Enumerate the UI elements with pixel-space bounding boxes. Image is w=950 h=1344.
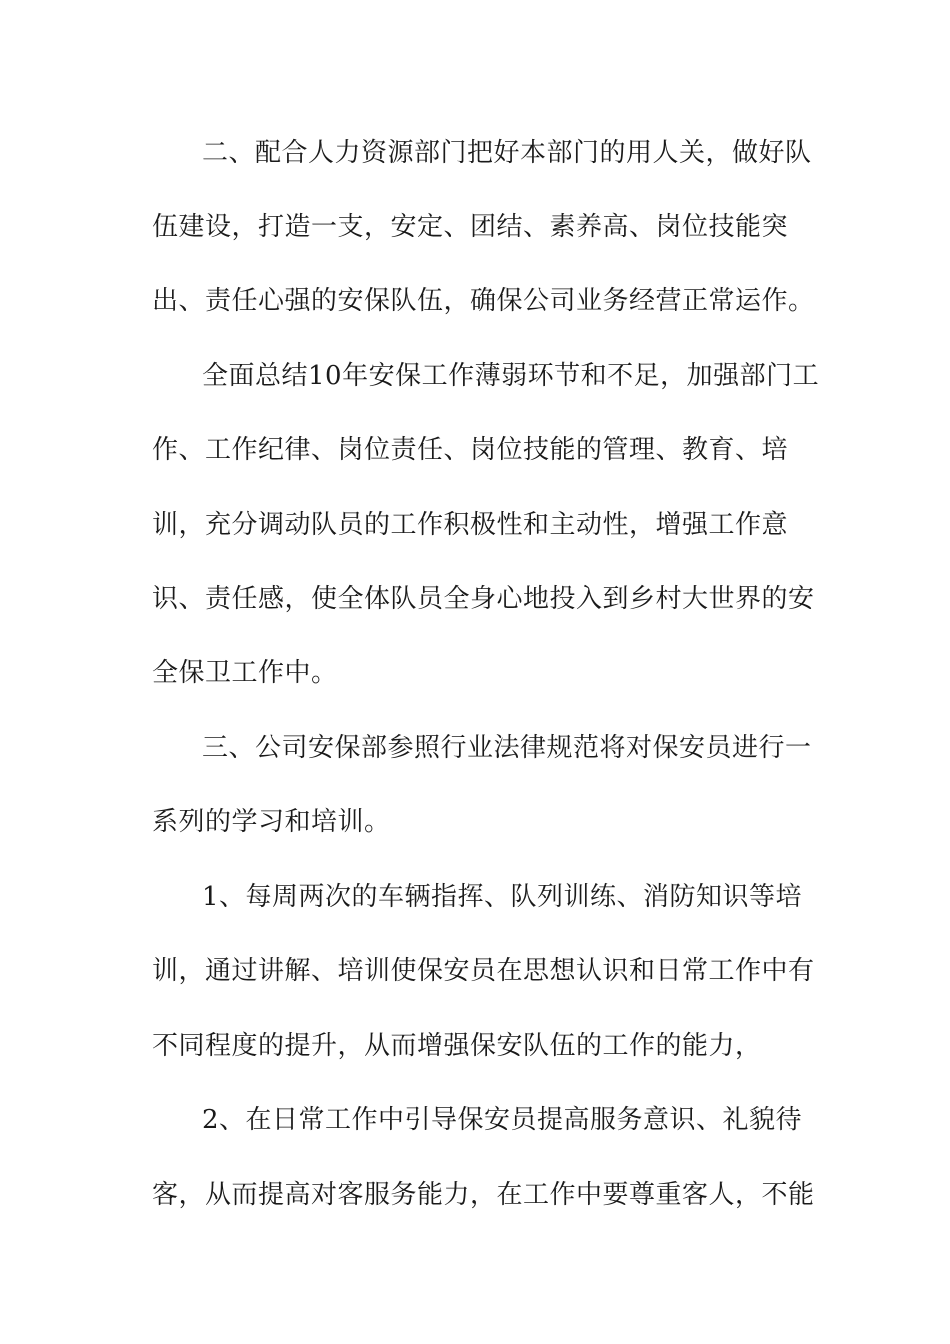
paragraph-line: 系列的学习和培训。 bbox=[152, 807, 391, 837]
paragraph-line: 三、公司安保部参照行业法律规范将对保安员进行一 bbox=[202, 733, 812, 763]
paragraph-line: 二、配合人力资源部门把好本部门的用人关，做好队 bbox=[202, 138, 812, 168]
paragraph-line: 作、工作纪律、岗位责任、岗位技能的管理、教育、培 bbox=[152, 435, 789, 465]
paragraph-line: 出、责任心强的安保队伍，确保公司业务经营正常运作。 bbox=[152, 286, 815, 316]
paragraph-line: 客，从而提高对客服务能力，在工作中要尊重客人，不能 bbox=[152, 1180, 815, 1210]
paragraph-line: 伍建设，打造一支，安定、团结、素养高、岗位技能突 bbox=[152, 212, 789, 242]
paragraph-line: 1、每周两次的车辆指挥、队列训练、消防知识等培 bbox=[202, 882, 803, 912]
paragraph-line: 全面总结10年安保工作薄弱环节和不足，加强部门工 bbox=[202, 361, 820, 391]
paragraph-line: 全保卫工作中。 bbox=[152, 658, 338, 688]
paragraph-line: 识、责任感，使全体队员全身心地投入到乡村大世界的安 bbox=[152, 584, 815, 614]
paragraph-line: 训，充分调动队员的工作积极性和主动性，增强工作意 bbox=[152, 510, 789, 540]
paragraph-line: 2、在日常工作中引导保安员提高服务意识、礼貌待 bbox=[202, 1105, 803, 1135]
paragraph-line: 训，通过讲解、培训使保安员在思想认识和日常工作中有 bbox=[152, 956, 815, 986]
paragraph-line: 不同程度的提升，从而增强保安队伍的工作的能力， bbox=[152, 1031, 762, 1061]
